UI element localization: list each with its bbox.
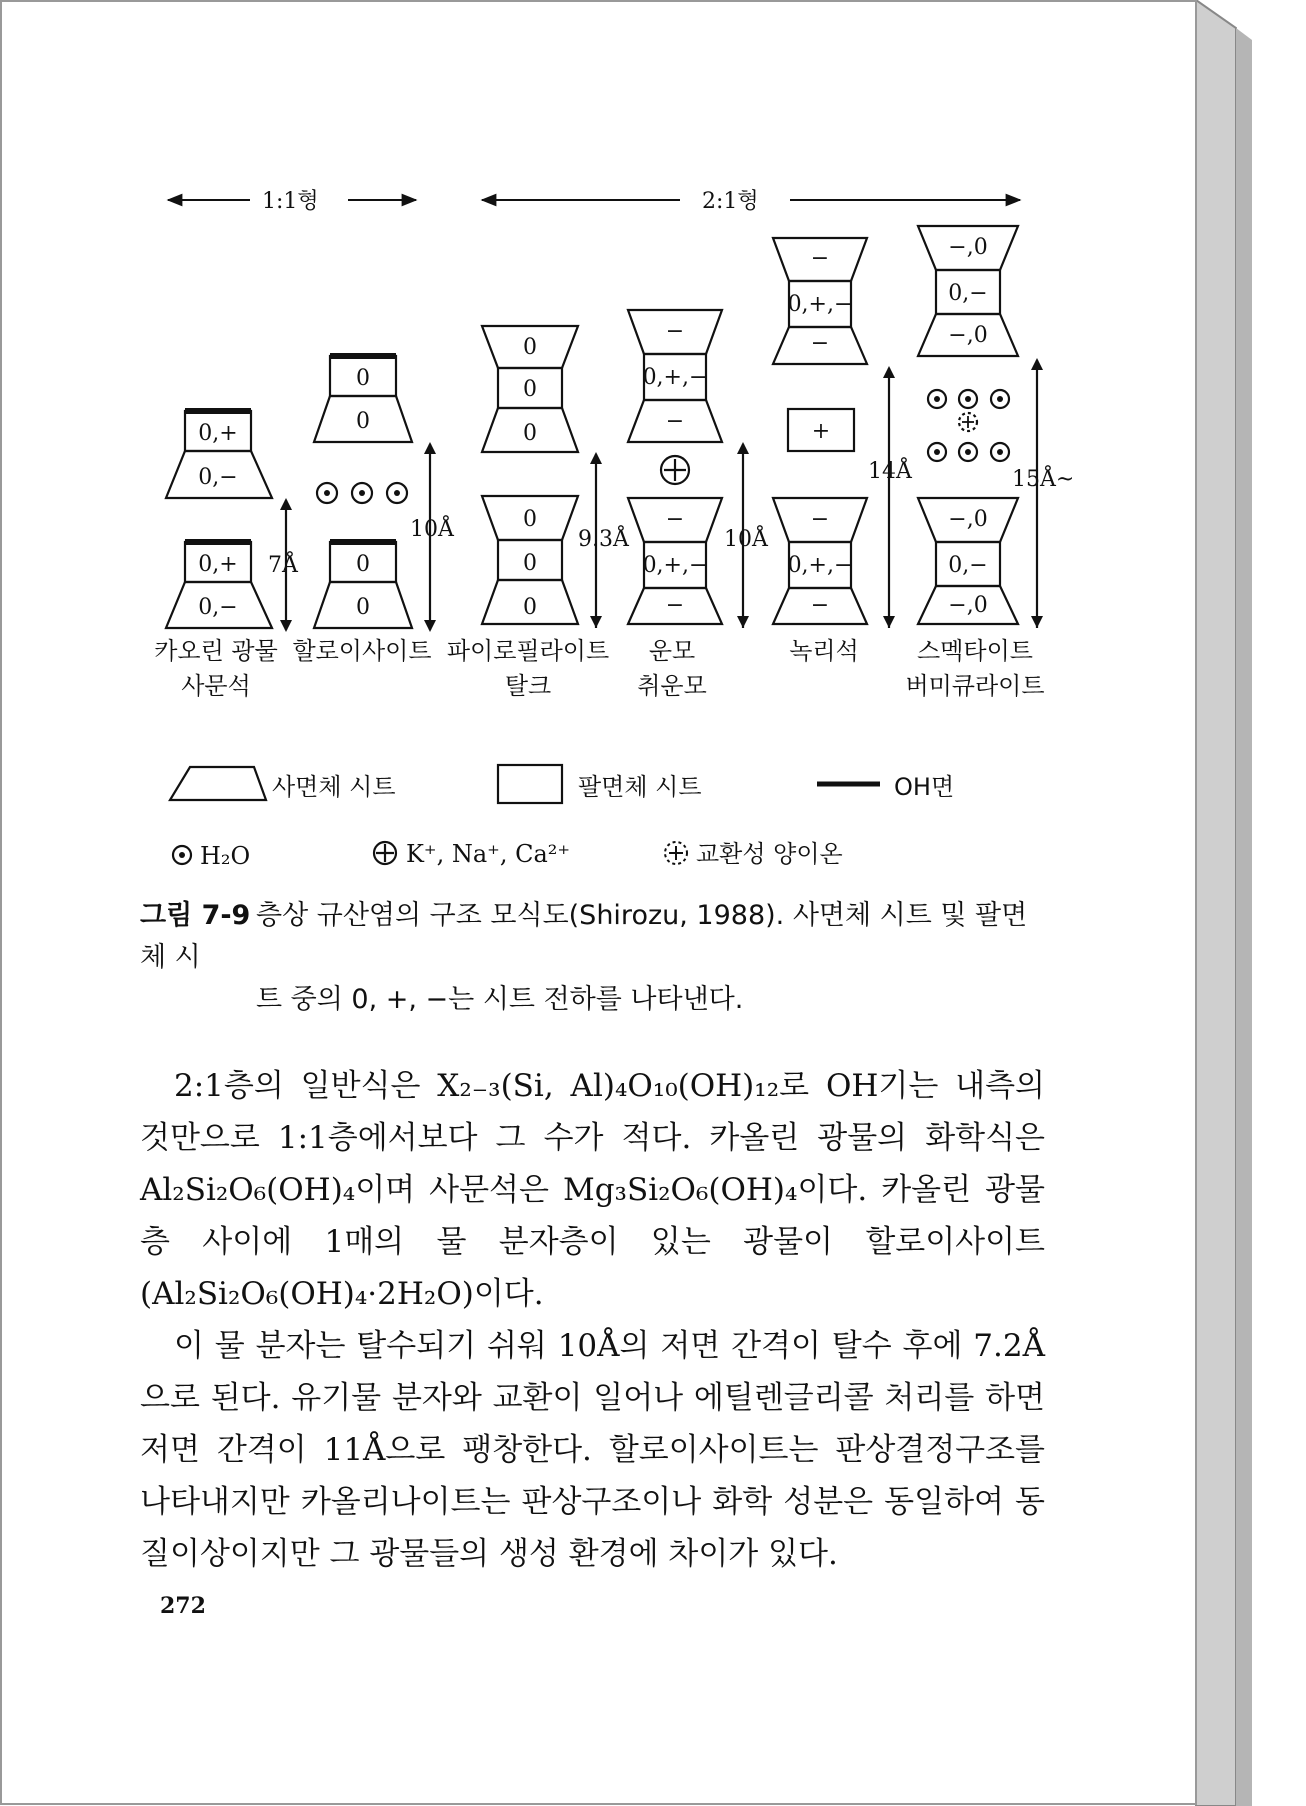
label-mica-4: − [665,507,685,532]
structure-pyrophyllite [482,326,596,628]
spacing-halloysite: 10Å [410,517,454,542]
label-chlorite-4: + [811,419,831,444]
mineral-smectite: 스멕타이트 [917,637,1033,665]
label-mica-1: − [665,319,685,344]
mineral-mica: 운모 [648,637,696,665]
mineral-serpentine: 사문석 [181,672,251,700]
label-pyrophyllite-6: 0 [523,595,537,620]
spacing-mica: 10Å [724,527,768,552]
legend-octahedral: 팔면체 시트 [578,773,702,801]
label-smectite-3: −,0 [948,323,988,348]
mineral-pyrophyllite: 파이로필라이트 [446,637,610,665]
spacing-smectite: 15Å~ [1012,467,1075,492]
header-2-1-label: 2:1형 [702,189,759,214]
label-smectite-5: 0,− [948,553,988,578]
mineral-halloysite: 할로이사이트 [292,637,432,665]
label-kaolin-3: 0,+ [198,552,238,577]
label-chlorite-5: − [810,507,830,532]
label-smectite-2: 0,− [948,281,988,306]
structure-mica [628,310,743,628]
caption-line-2: 트 중의 0, +, −는 시트 전하를 나타낸다. [256,984,744,1015]
legend [170,765,954,870]
legend-h2o: H₂O [200,842,251,870]
label-kaolin-1: 0,+ [198,421,238,446]
label-mica-2: 0,+,− [642,365,708,390]
legend-cations: K⁺, Na⁺, Ca²⁺ [406,840,571,868]
paragraph-2: 이 물 분자는 탈수되기 쉬워 10Å의 저면 간격이 탈수 후에 7.2Å으로 된다. 유기물 분자와 교환이 일어나 에틸렌글리콜 처리를 하면 저면 간격이 11Å으로 팽창한다. 할로이사이트는 판상결정구조를 나타내지만 카올리나이트는 판상구조이나 화학 성분은 동일하여 동질이상이지만 그 광물들의 생성 환경에 차이가 있다. [140,1328,1045,1572]
header-1-1 [168,189,416,214]
label-mica-5: 0,+,− [642,553,708,578]
label-smectite-4: −,0 [948,507,988,532]
structure-halloysite [314,356,430,630]
label-mica-6: − [665,593,685,618]
label-pyrophyllite-1: 0 [523,335,537,360]
sheet-labels [198,235,987,620]
header-2-1 [482,189,1020,214]
label-halloysite-4: 0 [356,595,370,620]
paragraph-1: 2:1층의 일반식은 X₂₋₃(Si, Al)₄O₁₀(OH)₁₂로 OH기는 내측의 것만으로 1:1층에서보다 그 수가 적다. 카올린 광물의 화학식은 Al₂Si₂O₆(OH)₄이며 사문석은 Mg₃Si₂O₆(OH)₄이다. 카올린 광물층 사이에 1매의 물 분자층이 있는 광물이 할로이사이트(Al₂Si₂O₆(OH)₄·2H₂O)이다. [140,1068,1045,1312]
label-chlorite-1: − [810,246,830,271]
spacing-chlorite: 14Å [868,459,912,484]
label-smectite-1: −,0 [948,235,988,260]
figure-number: 그림 7-9 [140,900,251,931]
label-pyrophyllite-4: 0 [523,507,537,532]
body-text [140,1060,1045,1580]
label-chlorite-2: 0,+,− [787,292,853,317]
mineral-kaolin: 카오린 광물 [154,637,278,665]
mineral-names [154,637,1044,700]
label-halloysite-3: 0 [356,552,370,577]
spacing-pyrophyllite: 9.3Å [578,527,629,552]
label-pyrophyllite-5: 0 [523,551,537,576]
label-smectite-6: −,0 [948,593,988,618]
mineral-chlorite: 녹리석 [789,637,859,665]
label-pyrophyllite-3: 0 [523,421,537,446]
label-chlorite-7: − [810,593,830,618]
exchangeable-plus [962,416,974,428]
label-chlorite-3: − [810,331,830,356]
label-pyrophyllite-2: 0 [523,377,537,402]
spacing-kaolin: 7Å [268,553,298,578]
page-number: 272 [160,1593,206,1619]
label-chlorite-6: 0,+,− [787,553,853,578]
label-halloysite-1: 0 [356,366,370,391]
caption-line-1: 층상 규산염의 구조 모식도(Shirozu, 1988). 사면체 시트 및 팔면체 시 [140,900,1028,973]
label-halloysite-2: 0 [356,409,370,434]
mineral-brittle-mica: 취운모 [637,672,707,700]
legend-exchangeable: 교환성 양이온 [696,840,843,868]
legend-tetrahedral: 사면체 시트 [272,773,396,801]
label-kaolin-2: 0,− [198,465,238,490]
mineral-vermiculite: 버미큐라이트 [905,672,1045,700]
label-kaolin-4: 0,− [198,595,238,620]
mineral-talc: 탈크 [504,672,552,700]
figure-caption [140,895,1040,1021]
label-mica-3: − [665,409,685,434]
header-1-1-label: 1:1형 [262,189,319,214]
legend-oh-plane: OH면 [894,773,955,801]
